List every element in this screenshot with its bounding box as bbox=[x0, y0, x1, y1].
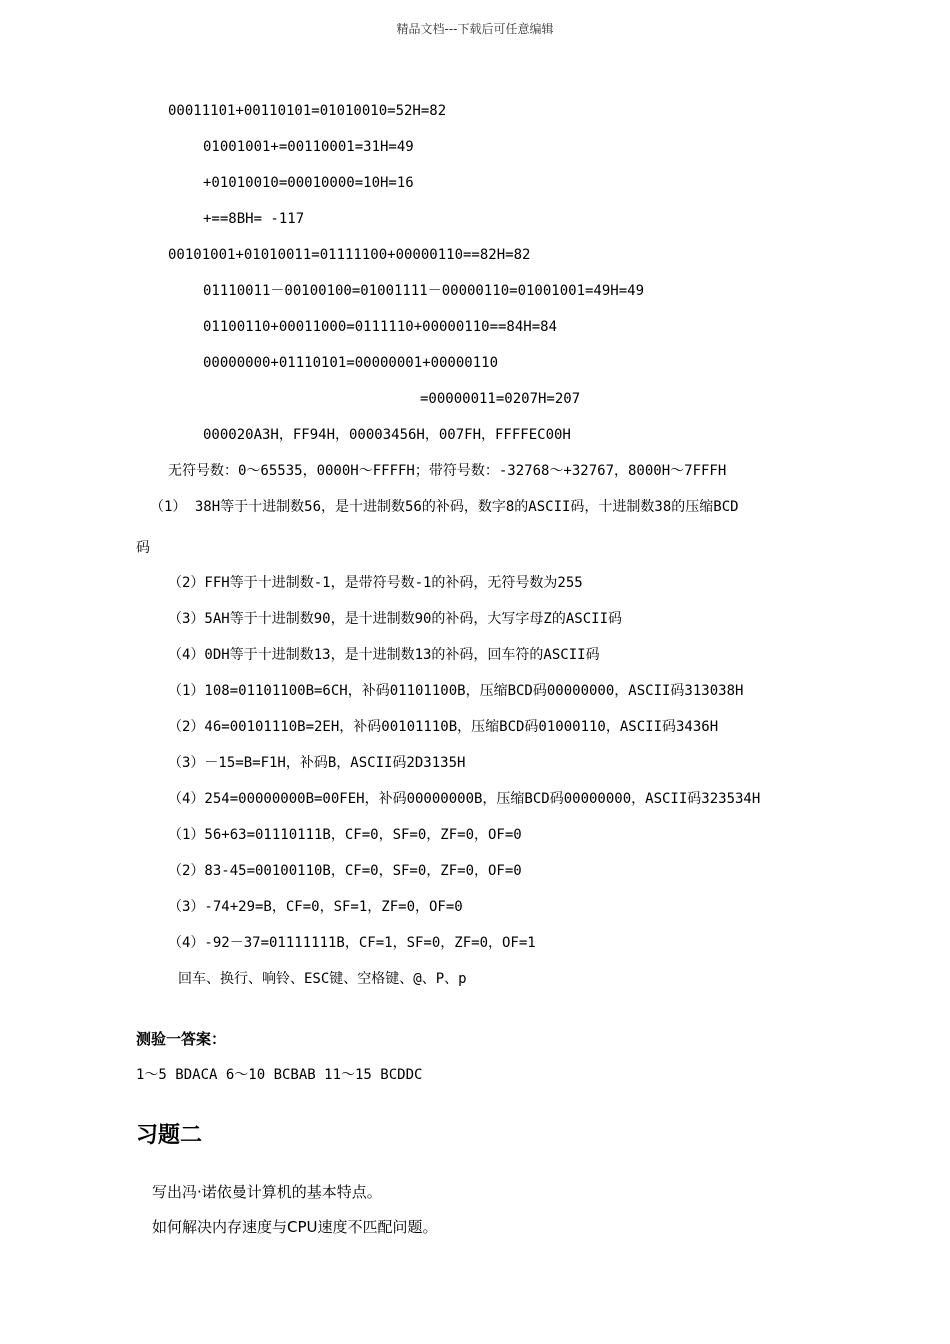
page-header: 精品文档---下载后可任意编辑 bbox=[396, 22, 554, 36]
text-line: 000020A3H，FF94H，00003456H，007FH，FFFFEC00H bbox=[203, 427, 571, 443]
text-line: （4）0DH等于十进制数13，是十进制数13的补码，回车符的ASCII码 bbox=[168, 647, 600, 663]
text-line: +01010010=00010000=10H=16 bbox=[203, 175, 414, 191]
section-title: 习题二 bbox=[136, 1123, 203, 1148]
text-line: （1） 38H等于十进制数56，是十进制数56的补码，数字8的ASCII码，十进制数38的压缩BCD bbox=[150, 499, 739, 515]
text-line: （2）46=00101110B=2EH，补码00101110B，压缩BCD码01000110，ASCII码3436H bbox=[168, 719, 719, 735]
text-line: =00000011=0207H=207 bbox=[420, 391, 581, 407]
text-line: 无符号数：0～65535，0000H～FFFFH；带符号数：-32768～+32767，8000H～7FFFH bbox=[168, 463, 727, 479]
text-line: 回车、换行、响铃、ESC键、空格键、@、P、p bbox=[178, 971, 467, 987]
text-line: （3）-74+29=B，CF=0，SF=1，ZF=0，OF=0 bbox=[168, 899, 463, 915]
text-line: （3）－15=B=F1H，补码B，ASCII码2D3135H bbox=[168, 755, 466, 771]
text-line: 码 bbox=[136, 540, 150, 556]
text-line: （4）-92－37=01111111B，CF=1，SF=0，ZF=0，OF=1 bbox=[168, 935, 536, 951]
quiz-answers: 1～5 BDACA 6～10 BCBAB 11～15 BCDDC bbox=[136, 1067, 423, 1083]
text-line: 01001001+=00110001=31H=49 bbox=[203, 139, 414, 155]
text-line: 01110011－00100100=01001111－00000110=01001001=49H=49 bbox=[203, 283, 645, 299]
text-line: +==8BH= -117 bbox=[203, 211, 305, 227]
text-line: 00000000+01110101=00000001+00000110 bbox=[203, 355, 499, 371]
text-line: （3）5AH等于十进制数90，是十进制数90的补码，大写字母Z的ASCII码 bbox=[168, 611, 623, 627]
question-item: 如何解决内存速度与CPU速度不匹配问题。 bbox=[152, 1218, 438, 1236]
text-line: 00101001+01010011=01111100+00000110==82H=82 bbox=[168, 247, 531, 263]
text-line: （1）108=01101100B=6CH，补码01101100B，压缩BCD码00000000，ASCII码313038H bbox=[168, 683, 744, 699]
text-line: （4）254=00000000B=00FEH，补码00000000B，压缩BCD码00000000，ASCII码323534H bbox=[168, 791, 761, 807]
text-line: 01100110+00011000=0111110+00000110==84H=84 bbox=[203, 319, 558, 335]
text-line: （2）83-45=00100110B，CF=0，SF=0，ZF=0，OF=0 bbox=[168, 863, 522, 879]
text-line: （2）FFH等于十进制数-1，是带符号数-1的补码，无符号数为255 bbox=[168, 575, 583, 591]
text-line: 00011101+00110101=01010010=52H=82 bbox=[168, 103, 447, 119]
quiz-title: 测验一答案： bbox=[136, 1030, 227, 1048]
text-line: （1）56+63=01110111B，CF=0，SF=0，ZF=0，OF=0 bbox=[168, 827, 522, 843]
question-item: 写出冯·诺依曼计算机的基本特点。 bbox=[152, 1183, 382, 1201]
